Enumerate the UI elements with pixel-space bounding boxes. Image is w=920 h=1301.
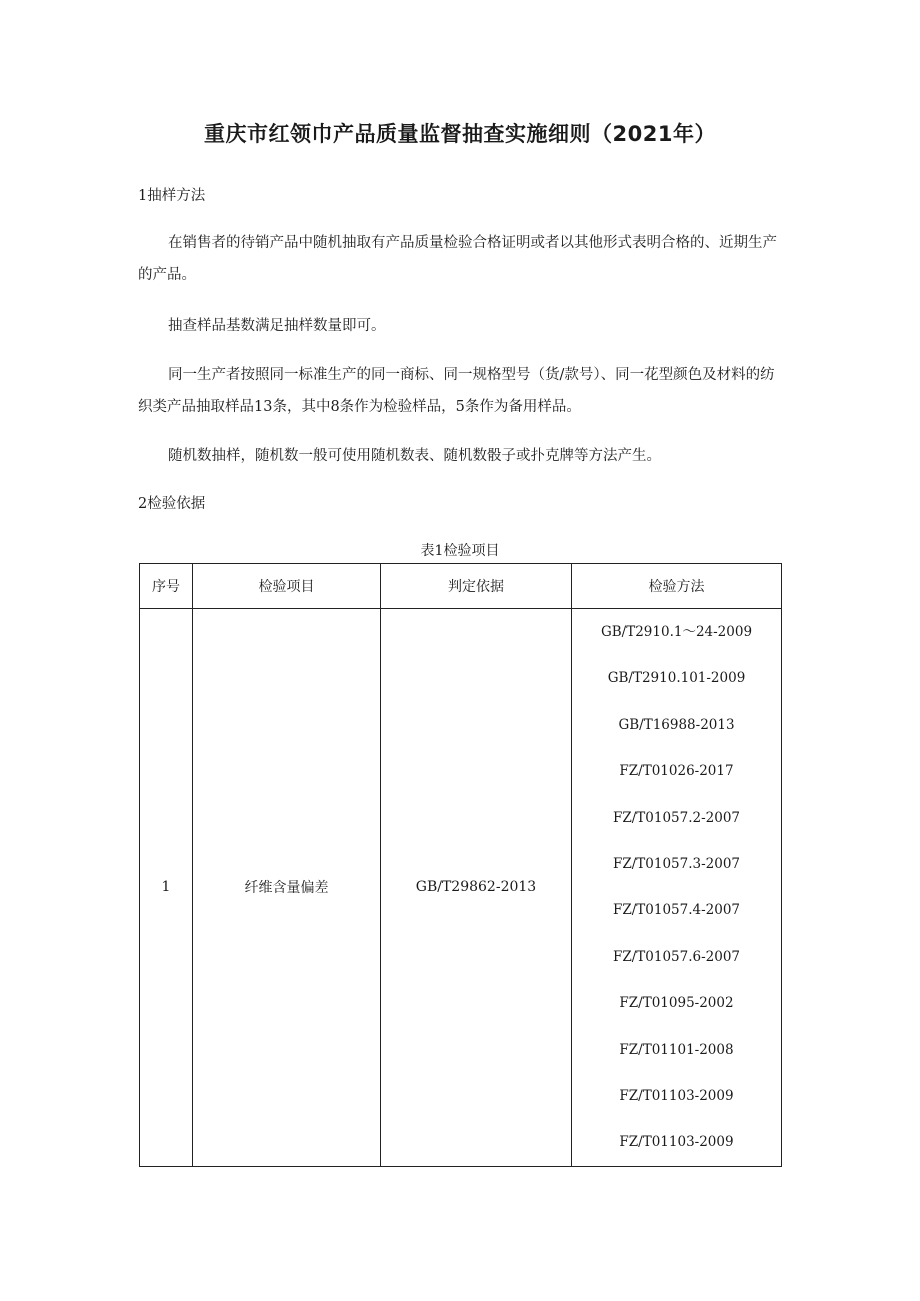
method-standard: GB/T16988-2013 xyxy=(618,716,735,733)
method-standard: FZ/T01057.2-2007 xyxy=(612,809,741,826)
cell-inspection-item: 纤维含量偏差 xyxy=(193,609,381,1167)
cell-inspection-methods xyxy=(572,609,782,1167)
method-standard: FZ/T01057.3-2007 xyxy=(612,855,741,872)
section-heading-basis: 2检验依据 xyxy=(138,496,206,512)
cell-serial-no: 1 xyxy=(140,609,193,1167)
paragraph-random-sampling: 随机数抽样，随机数一般可使用随机数表、随机数骰子或扑克牌等方法产生。 xyxy=(168,448,661,464)
method-standard: GB/T2910.1～24-2009 xyxy=(600,624,753,640)
method-standard: FZ/T01057.4-2007 xyxy=(612,902,741,919)
header-serial-no: 序号 xyxy=(140,564,193,609)
inspection-table xyxy=(139,563,782,1167)
paragraph-sample-base: 抽查样品基数满足抽样数量即可。 xyxy=(168,318,386,334)
document-title: 重庆市红领巾产品质量监督抽查实施细则（2021年） xyxy=(204,122,716,146)
method-standard: FZ/T01057.6-2007 xyxy=(612,948,741,965)
method-standard: FZ/T01103-2009 xyxy=(619,1087,734,1104)
table-row xyxy=(140,609,782,1167)
header-inspection-method: 检验方法 xyxy=(572,564,782,609)
method-standard: FZ/T01103-2009 xyxy=(619,1134,734,1151)
table-header-row xyxy=(140,564,782,609)
method-standard: GB/T2910.101-2009 xyxy=(607,670,746,687)
header-judgment-basis: 判定依据 xyxy=(381,564,572,609)
table-caption: 表1检验项目 xyxy=(420,543,500,559)
method-standard: FZ/T01095-2002 xyxy=(619,995,734,1012)
section-heading-sampling: 1抽样方法 xyxy=(138,188,206,204)
cell-judgment-basis: GB/T29862-2013 xyxy=(381,609,572,1167)
header-inspection-item: 检验项目 xyxy=(193,564,381,609)
method-standard: FZ/T01026-2017 xyxy=(619,763,734,780)
paragraph-sample-quantity: 同一生产者按照同一标准生产的同一商标、同一规格型号（货/款号）、同一花型颜色及材料的纺织类产品抽取样品13条，其中8条作为检验样品，5条作为备用样品。 xyxy=(138,367,775,415)
paragraph-sampling-source: 在销售者的待销产品中随机抽取有产品质量检验合格证明或者以其他形式表明合格的、近期生产的产品。 xyxy=(138,235,777,283)
method-standard: FZ/T01101-2008 xyxy=(619,1041,734,1058)
